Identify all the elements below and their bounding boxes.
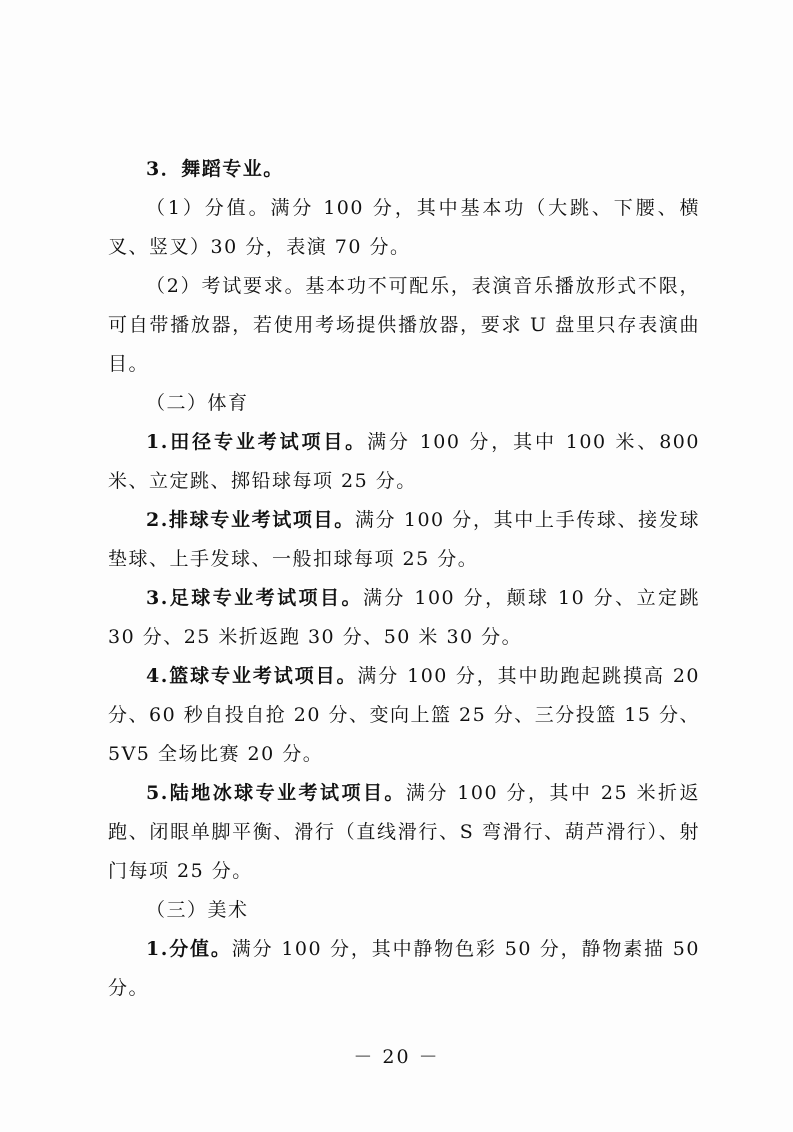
art-score-text: 满分 100 分，其中静物色彩 50 分，静物素描 50 分。 [108,938,700,999]
volleyball-text: 满分 100 分，其中上手传球、接发球垫球、上手发球、一般扣球每项 25 分。 [108,509,700,570]
document-body [108,150,700,1008]
football-paragraph [108,579,700,657]
art-section-heading: （三）美术 [146,899,249,921]
pe-section-heading: （二）体育 [146,392,249,414]
hockey-text: 满分 100 分，其中 25 米折返跑、闭眼单脚平衡、滑行（直线滑行、S 弯滑行、葫芦滑行）、射门每项 25 分。 [108,782,700,882]
dance-heading: 3．舞蹈专业。 [146,158,284,180]
track-paragraph [108,423,700,501]
volleyball-title: 2.排球专业考试项目。 [146,509,355,531]
dance-score-paragraph: （1）分值。满分 100 分，其中基本功（大跳、下腰、横叉、竖叉）30 分，表演 70 分。 [108,197,700,258]
basketball-paragraph [108,657,700,774]
football-text: 满分 100 分，颠球 10 分、立定跳 30 分、25 米折返跑 30 分、50 米 30 分。 [108,587,700,648]
art-score-paragraph [108,930,700,1008]
hockey-title: 5.陆地冰球专业考试项目。 [146,782,406,804]
basketball-title: 4.篮球专业考试项目。 [146,665,358,687]
art-score-title: 1.分值。 [146,938,232,960]
basketball-text: 满分 100 分，其中助跑起跳摸高 20 分、60 秒自投自抢 20 分、变向上篮 25 分、三分投篮 15 分、5V5 全场比赛 20 分。 [108,665,700,765]
dance-requirements-paragraph: （2）考试要求。基本功不可配乐，表演音乐播放形式不限，可自带播放器，若使用考场提供播放器，要求 U 盘里只存表演曲目。 [108,275,700,375]
page-number: － 20 － [353,1046,440,1068]
track-title: 1.田径专业考试项目。 [146,431,368,453]
hockey-paragraph [108,774,700,891]
football-title: 3.足球专业考试项目。 [146,587,363,609]
track-text: 满分 100 分，其中 100 米、800 米、立定跳、掷铅球每项 25 分。 [108,431,700,492]
volleyball-paragraph [108,501,700,579]
